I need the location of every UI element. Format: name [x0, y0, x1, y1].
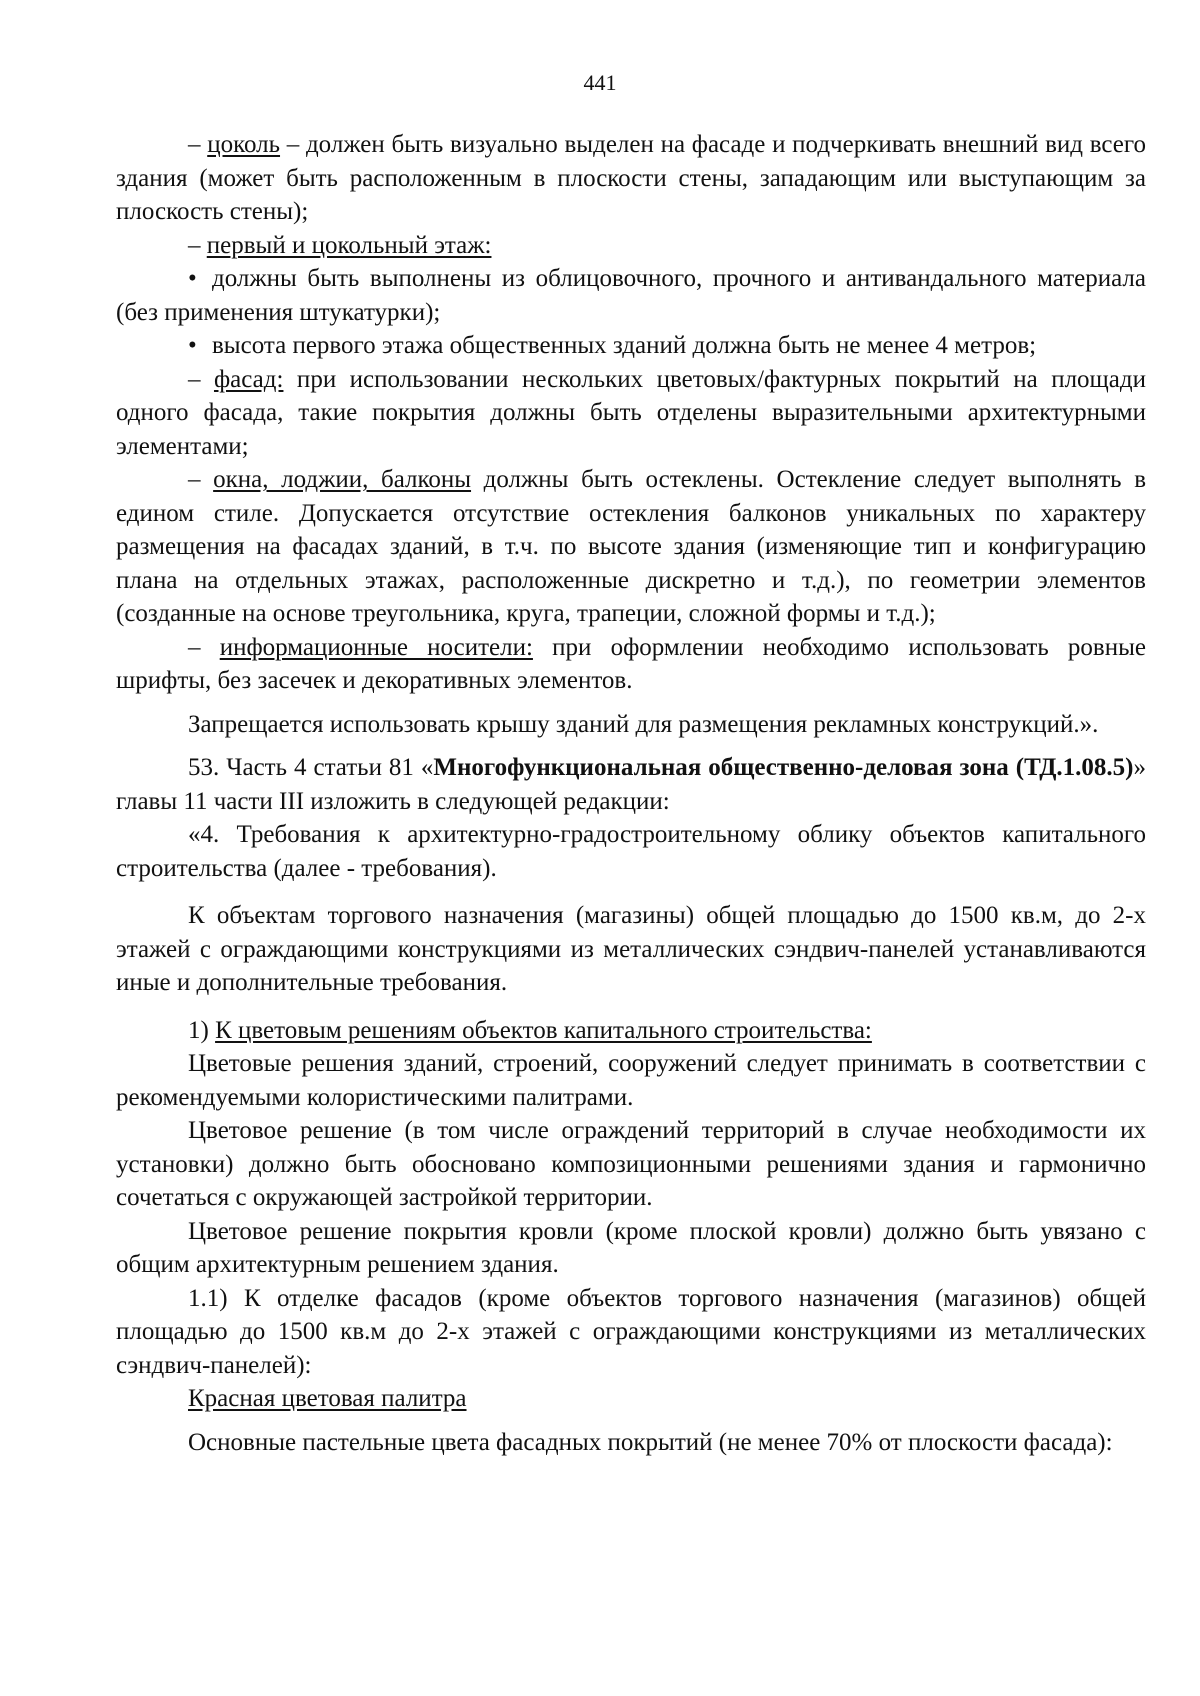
item-53-prefix: 53. Часть 4 статьи 81 « [188, 754, 434, 781]
paragraph-info-carriers [116, 631, 1146, 698]
term-first-floor: первый и цокольный этаж: [206, 231, 492, 259]
bullet-icon: • [188, 332, 197, 359]
text-info-carriers: при оформлении необходимо использовать ровные шрифты, без засечек и декоративных элементов. [116, 633, 1146, 694]
paragraph-pastel: Основные пастельные цвета фасадных покрытий (не менее 70% от плоскости фасада): [188, 1428, 1113, 1456]
paragraph-first-floor [116, 229, 1146, 263]
dash: – [188, 633, 220, 661]
text-tsokol: – должен быть визуально выделен на фасаде и подчеркивать внешний вид всего здания (может быть расположенным в плоскости стены, западающим или выступающим за плоскость стены); [116, 131, 1146, 225]
dash: – [188, 231, 207, 259]
text-bullet-height: высота первого этажа общественных зданий должна быть не менее 4 метров; [212, 332, 1037, 359]
section-title: К цветовым решениям объектов капитального строительства: [215, 1016, 872, 1044]
paragraph-roof-ban: Запрещается использовать крышу зданий для размещения рекламных конструкций.». [188, 710, 1099, 738]
paragraph-windows [116, 463, 1146, 631]
bullet-item-height [116, 329, 1146, 363]
text-bullet-material: должны быть выполнены из облицовочного, прочного и антивандального материала (без применения штукатурки); [116, 265, 1146, 326]
document-body [116, 128, 1146, 1459]
paragraph-finish-1-1: 1.1) К отделке фасадов (кроме объектов торгового назначения (магазинов) общей площадью до 1500 кв.м до 2-х этажей с ограждающими конструкциями из металлических сэндвич-панелей): [116, 1284, 1146, 1379]
dash: – [188, 466, 214, 493]
dash: – [188, 365, 214, 393]
bullet-item-material [116, 262, 1146, 329]
dash: – [188, 131, 208, 158]
term-facade: фасад: [213, 365, 284, 393]
page-number: 441 [583, 70, 617, 95]
paragraph-color-1: Цветовые решения зданий, строений, сооружений следует принимать в соответствии с рекомендуемыми колористическими палитрами. [116, 1050, 1146, 1111]
section-number: 1) [188, 1016, 216, 1044]
paragraph-item-53 [116, 751, 1146, 818]
paragraph-tsokol [116, 128, 1146, 229]
paragraph-requirements-4: «4. Требования к архитектурно-градостроительному облику объектов капитального строительства (далее - требования). [116, 821, 1146, 882]
term-info-carriers: информационные носители: [219, 633, 533, 661]
section-heading-color [116, 1014, 1146, 1048]
item-53-suffix: » главы 11 части III изложить в следующей редакции: [116, 754, 1146, 815]
term-windows: окна, лоджии, балконы [213, 466, 472, 493]
paragraph-facade [116, 363, 1146, 464]
bullet-icon: • [188, 265, 197, 292]
red-palette-title: Красная цветовая палитра [188, 1385, 467, 1412]
text-facade: при использовании нескольких цветовых/фактурных покрытий на площади одного фасада, такие покрытия должны быть отделены выразительными архитектурными элементами; [116, 365, 1146, 460]
subheading-red-palette [116, 1382, 1146, 1416]
text-windows: должны быть остеклены. Остекление следует выполнять в едином стиле. Допускается отсутствие остекления балконов уникальных по характеру размещения на фасадах зданий, в т.ч. по высоте здания (изменяющие тип и конфигурацию плана на отдельных этажах, расположенные дискретно и т.д.), по геометрии элементов (созданные на основе треугольника, круга, трапеции, сложной формы и т.д.); [116, 466, 1147, 627]
paragraph-color-2: Цветовое решение (в том числе ограждений территорий в случае необходимости их установки) должно быть обосновано композиционными решениями здания и гармонично сочетаться с окружающей застройкой территории. [116, 1117, 1146, 1211]
term-tsokol: цоколь [207, 131, 281, 158]
paragraph-color-3: Цветовое решение покрытия кровли (кроме плоской кровли) должно быть увязано с общим архитектурным решением здания. [116, 1217, 1146, 1278]
paragraph-trade-objects: К объектам торгового назначения (магазины) общей площадью до 1500 кв.м, до 2-х этажей с ограждающими конструкциями из металлических сэндвич-панелей устанавливаются иные и дополнительные требования. [116, 902, 1146, 996]
zone-title: Многофункциональная общественно-деловая зона (ТД.1.08.5) [433, 754, 1134, 781]
